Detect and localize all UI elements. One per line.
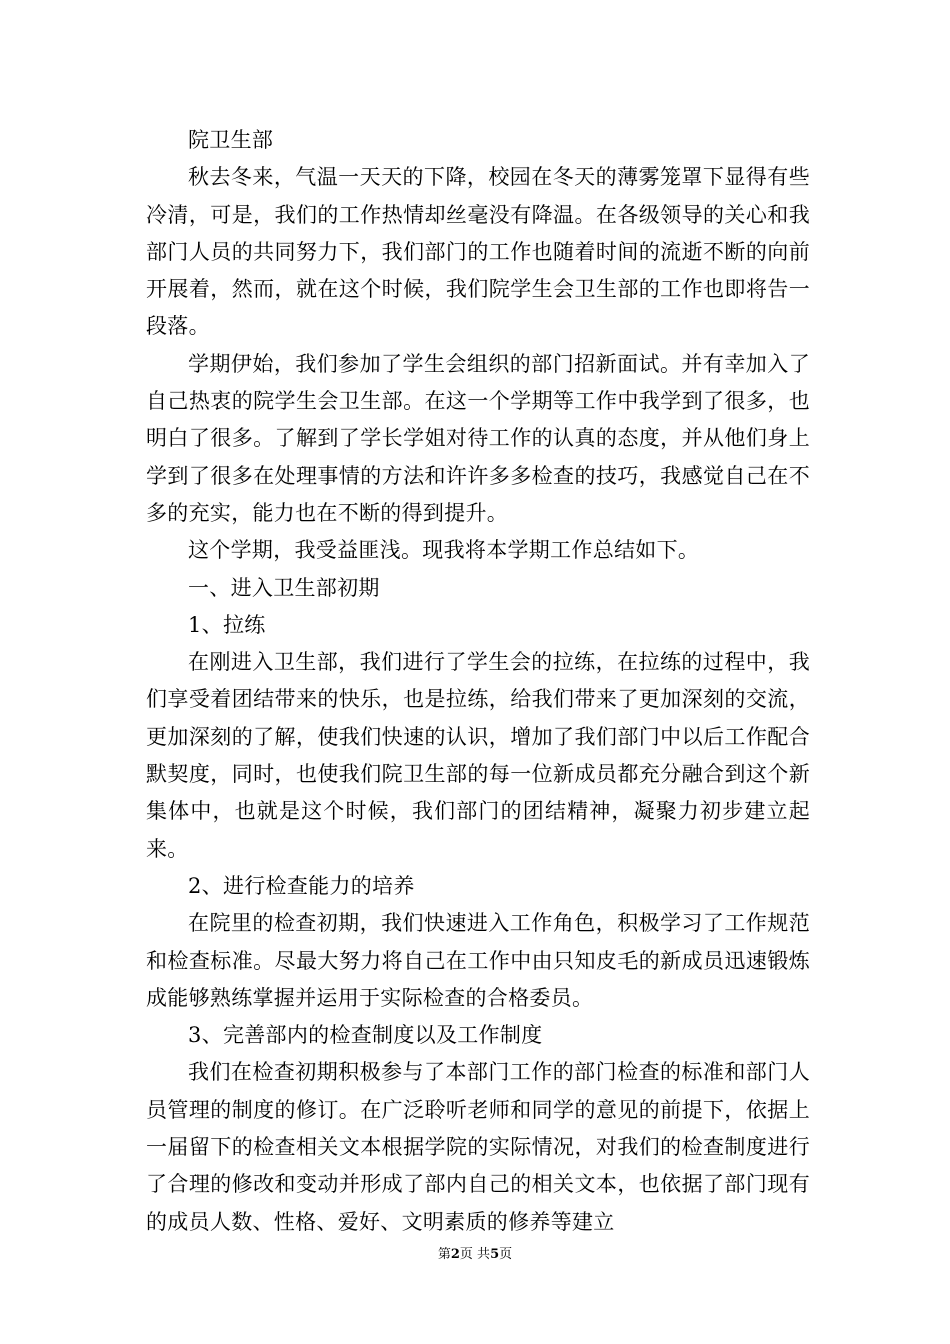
paragraph-inspection-skills: 在院里的检查初期，我们快速进入工作角色，积极学习了工作规范和检查标准。尽最大努力将自己在工作中由只知皮毛的新成员迅速锻炼成能够熟练掌握并运用于实际检查的合格委员。: [146, 911, 810, 1010]
footer-current-page: 2: [450, 1247, 460, 1262]
heading-part-one: 一、进入卫生部初期: [188, 575, 380, 600]
section-heading: 院卫生部: [188, 128, 274, 152]
paragraph-training: 在刚进入卫生部，我们进行了学生会的拉练，在拉练的过程中，我们享受着团结带来的快乐，也是拉练，给我们带来了更加深刻的交流，更加深刻的了解，使我们快速的认识，增加了我们部门中以后工作配合默契度，同时，也使我们院卫生部的每一位新成员都充分融合到这个新集体中，也就是这个时候，我们部门的团结精神，凝聚力初步建立起来。: [146, 650, 810, 861]
footer-prefix: 第: [437, 1247, 451, 1262]
heading-item-1: 1、拉练: [188, 612, 266, 637]
footer-middle: 页 共: [459, 1247, 491, 1262]
document-body: [146, 122, 810, 1241]
paragraph-intro: 秋去冬来，气温一天天的下降，校园在冬天的薄雾笼罩下显得有些冷清，可是，我们的工作热情却丝毫没有降温。在各级领导的关心和我部门人员的共同努力下，我们部门的工作也随着时间的流逝不断的向前开展着，然而，就在这个时候，我们院学生会卫生部的工作也即将告一段落。: [146, 165, 810, 339]
heading-item-3: 3、完善部内的检查制度以及工作制度: [188, 1023, 543, 1048]
page-footer: [0, 1246, 950, 1264]
paragraph-rules-revision: 我们在检查初期积极参与了本部门工作的部门检查的标准和部门人员管理的制度的修订。在广泛聆听老师和同学的意见的前提下，依据上一届留下的检查相关文本根据学院的实际情况，对我们的检查制度进行了合理的修改和变动并形成了部内自己的相关文本，也依据了部门现有的成员人数、性格、爱好、文明素质的修养等建立: [146, 1060, 810, 1234]
heading-item-2: 2、进行检查能力的培养: [188, 873, 415, 898]
paragraph-semester-start: 学期伊始，我们参加了学生会组织的部门招新面试。并有幸加入了自己热衷的院学生会卫生部。在这一个学期等工作中我学到了很多，也明白了很多。了解到了学长学姐对待工作的认真的态度，并从他们身上学到了很多在处理事情的方法和许许多多检查的技巧，我感觉自己在不多的充实，能力也在不断的得到提升。: [146, 351, 810, 525]
footer-suffix: 页: [499, 1247, 513, 1262]
footer-total-pages: 5: [490, 1247, 500, 1262]
paragraph-summary-lead: 这个学期，我受益匪浅。现我将本学期工作总结如下。: [188, 538, 700, 563]
